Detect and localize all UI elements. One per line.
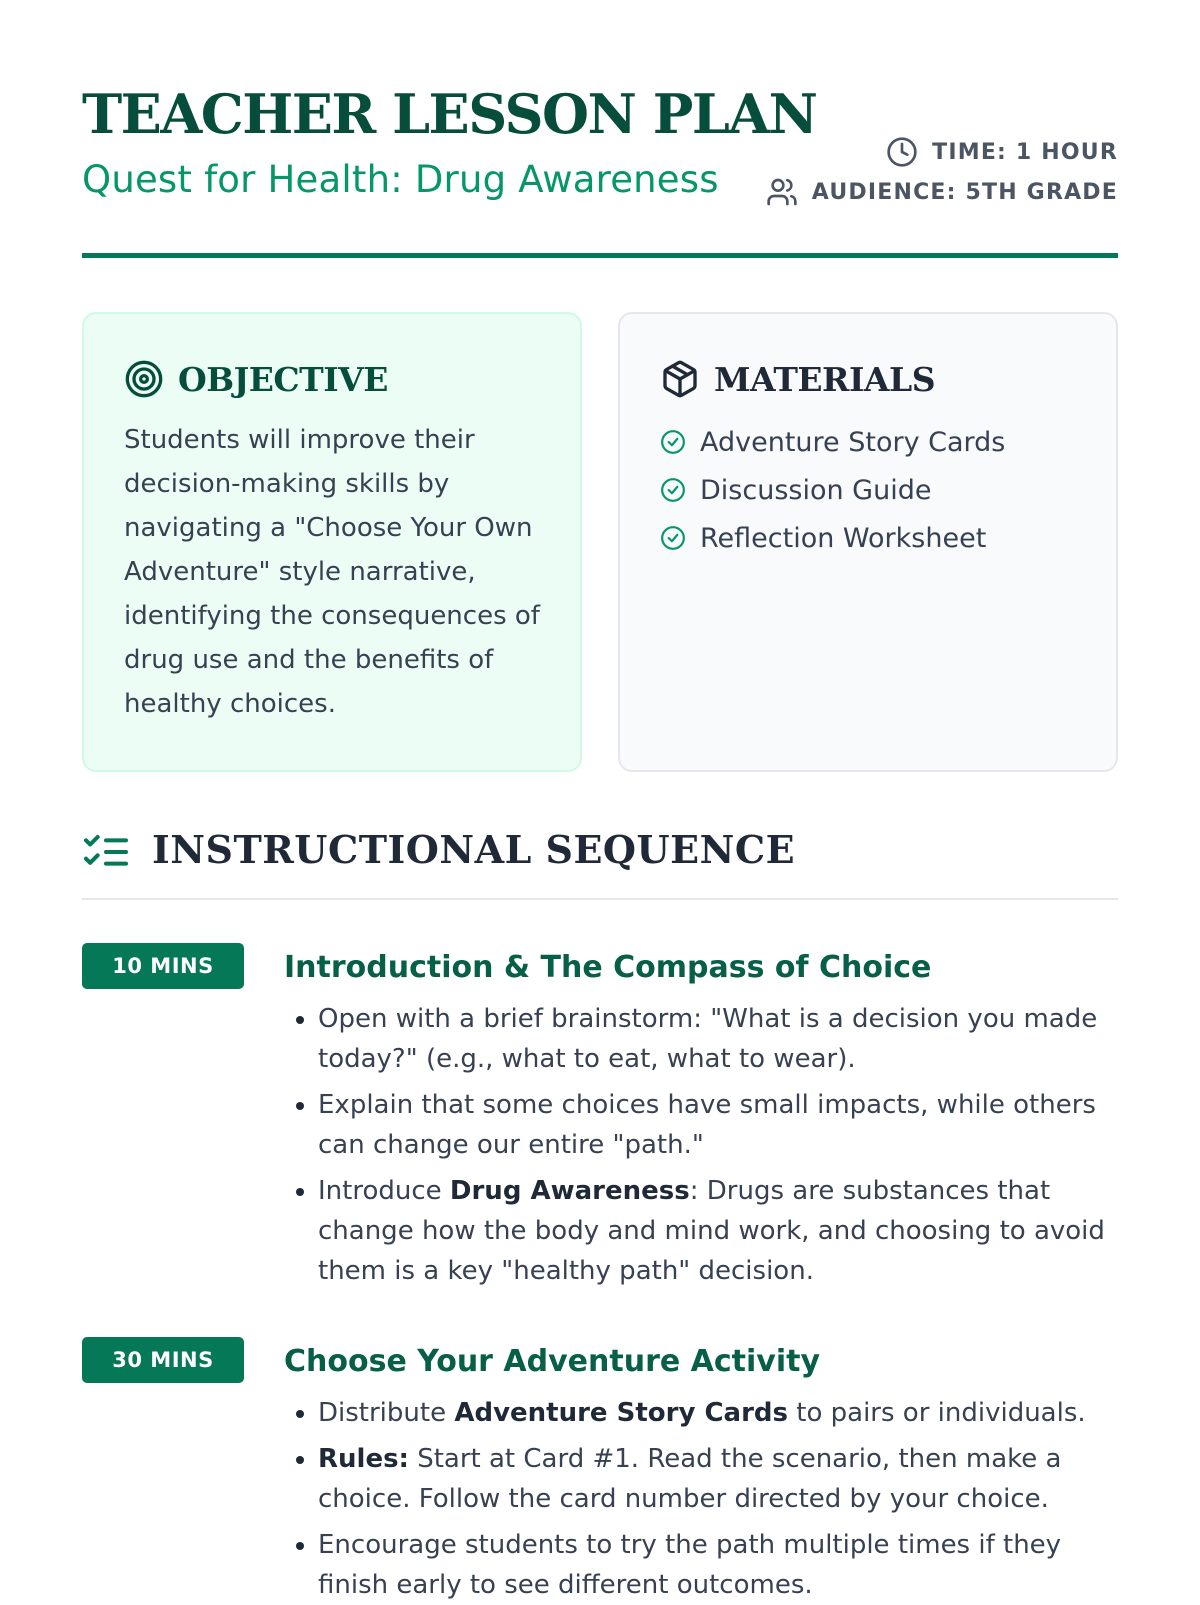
- objective-header: [124, 354, 540, 404]
- users-icon: [766, 176, 798, 208]
- time-label: TIME: 1 HOUR: [932, 139, 1118, 165]
- material-item: [660, 418, 1076, 466]
- material-label: Reflection Worksheet: [700, 522, 987, 554]
- step-bullet: • Explain that some choices have small impacts, while others can change our entire "path.": [318, 1085, 1118, 1165]
- step-bullet: • Introduce Drug Awareness: Drugs are substances that change how the body and mind work, and choosing to avoid them is a key "healthy path" decision.: [318, 1171, 1118, 1291]
- objective-text: Students will improve their decision-making skills by navigating a "Choose Your Own Adventure" style narrative, identifying the consequences of drug use and the benefits of healthy choices.: [124, 425, 540, 719]
- step-body: [284, 1337, 1118, 1605]
- step-title: Introduction & The Compass of Choice: [284, 950, 932, 985]
- materials-list: [660, 418, 1076, 562]
- info-cards: [82, 312, 1118, 772]
- objective-title: OBJECTIVE: [178, 359, 388, 399]
- material-item: [660, 514, 1076, 562]
- objective-card: [82, 312, 582, 772]
- step-title: Choose Your Adventure Activity: [284, 1344, 821, 1379]
- materials-card: [618, 312, 1118, 772]
- check-circle-icon: [660, 525, 686, 551]
- step-body: [284, 943, 1118, 1291]
- list-checks-icon: [82, 832, 130, 872]
- material-label: Adventure Story Cards: [700, 426, 1006, 458]
- package-icon: [660, 359, 700, 399]
- clock-icon: [886, 136, 918, 168]
- material-item: [660, 466, 1076, 514]
- material-label: Discussion Guide: [700, 474, 932, 506]
- materials-title: MATERIALS: [714, 359, 936, 399]
- time-meta: [766, 132, 1118, 172]
- check-circle-icon: [660, 477, 686, 503]
- page-subtitle: Quest for Health: Drug Awareness: [82, 158, 719, 201]
- step-bullet: • Distribute Adventure Story Cards to pairs or individuals.: [318, 1393, 1118, 1433]
- step-bullet: • Rules: Start at Card #1. Read the scenario, then make a choice. Follow the card number directed by your choice.: [318, 1439, 1118, 1519]
- page-title: TEACHER LESSON PLAN: [82, 82, 817, 146]
- header: [82, 0, 1118, 258]
- materials-header: [660, 354, 1076, 404]
- step-bullets: [284, 999, 1118, 1291]
- sequence-header: [82, 822, 1118, 900]
- step-bullet: • Encourage students to try the path multiple times if they finish early to see different outcomes.: [318, 1525, 1118, 1605]
- sequence-title: INSTRUCTIONAL SEQUENCE: [152, 827, 796, 872]
- target-icon: [124, 359, 164, 399]
- duration-badge: 10 MINS: [82, 943, 244, 989]
- check-circle-icon: [660, 429, 686, 455]
- step-bullet: • Open with a brief brainstorm: "What is a decision you made today?" (e.g., what to eat, what to wear).: [318, 999, 1118, 1079]
- audience-label: AUDIENCE: 5TH GRADE: [811, 179, 1118, 205]
- duration-badge: 30 MINS: [82, 1337, 244, 1383]
- step-bullets: [284, 1393, 1118, 1605]
- lesson-meta: [766, 132, 1118, 212]
- audience-meta: [766, 172, 1118, 212]
